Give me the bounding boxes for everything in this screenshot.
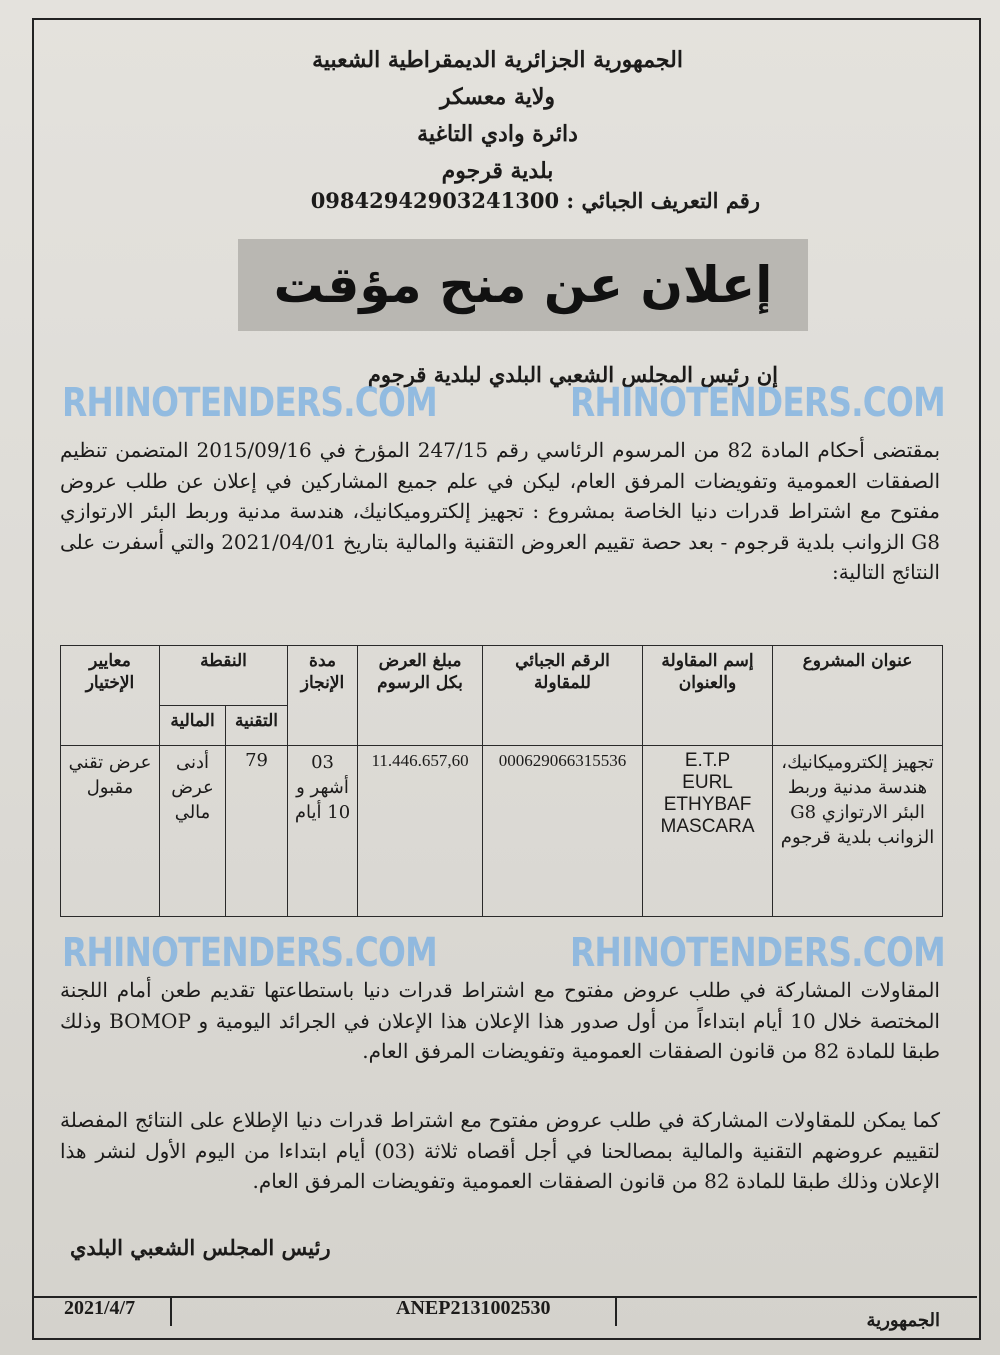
company-line: EURL bbox=[682, 772, 733, 793]
tax-number-value: 000629066315536 bbox=[498, 751, 627, 770]
tax-id: رقم التعريف الجبائي : 09842942903241300 bbox=[310, 188, 760, 213]
cell-technical-score: 79 bbox=[226, 746, 288, 917]
header-company: إسم المقاولة والعنوان bbox=[643, 646, 773, 746]
header-project: عنوان المشروع bbox=[773, 646, 943, 746]
header-technical: التقنية bbox=[226, 706, 288, 746]
footer-divider bbox=[170, 1296, 172, 1326]
footer-date: 2021/4/7 bbox=[64, 1297, 136, 1319]
footer-reference: ANEP2131002530 bbox=[396, 1297, 551, 1319]
header-daira: دائرة وادي التاغية bbox=[417, 121, 578, 147]
cell-duration: 03 أشهر و 10 أيام bbox=[288, 746, 358, 917]
company-line: E.T.P bbox=[684, 750, 731, 771]
header-tax-number: الرقم الجبائي للمقاولة bbox=[483, 646, 643, 746]
consultation-paragraph: كما يمكن للمقاولات المشاركة في طلب عروض مفتوح مع اشتراط قدرات دنيا الإطلاع على النتائج المفصلة لتقييم عروضهم التقنية والمالية بمصالحنا في أجل أقصاه ثلاثة (03) أيام ابتداءا من اليوم الأول لنشر هذا الإعلان وذلك طبقا للمادة 82 من قانون الصفقات العمومية وتفويضات المرفق العام. bbox=[60, 1108, 940, 1193]
watermark: RHINOTENDERS.COM bbox=[570, 930, 945, 976]
header-wilaya: ولاية معسكر bbox=[439, 84, 556, 110]
header-duration: مدة الإنجاز bbox=[288, 646, 358, 746]
title-banner bbox=[238, 239, 808, 331]
header-score: النقطة bbox=[160, 646, 288, 706]
watermark: RHINOTENDERS.COM bbox=[62, 380, 437, 426]
amount-value: 11.446.657,60 bbox=[371, 751, 469, 770]
footer-divider bbox=[615, 1296, 617, 1326]
header-commune: بلدية قرجوم bbox=[441, 158, 554, 184]
cell-criteria: عرض تقني مقبول bbox=[61, 746, 160, 917]
header-amount: مبلغ العرض بكل الرسوم bbox=[358, 646, 483, 746]
header-criteria: معايير الإختيار bbox=[61, 646, 160, 746]
company-line: MASCARA bbox=[660, 816, 755, 837]
intro-paragraph: بمقتضى أحكام المادة 82 من المرسوم الرئاسي رقم 247/15 المؤرخ في 2015/09/16 المتضمن تنظيم الصفقات العمومية وتفويضات المرفق العام، ليكن في علم جميع المشاركين في إعلان عن طلب عروض مفتوح مع اشتراط قدرات دنيا الخاصة بمشروع : تجهيز إلكتروميكانيك، هندسة مدنية وربط البئر الارتوازي G8 الزوانب بلدية قرجوم - بعد حصة تقييم العروض التقنية والمالية بتاريخ 2021/04/01 والتي أسفرت على النتائج التالية: bbox=[60, 438, 941, 584]
results-table bbox=[60, 645, 943, 917]
company-line: ETHYBAF bbox=[663, 794, 752, 815]
cell-financial-score: أدنى عرض مالي bbox=[160, 746, 226, 917]
header-financial: المالية bbox=[160, 706, 226, 746]
watermark: RHINOTENDERS.COM bbox=[62, 930, 437, 976]
cell-tax-number bbox=[483, 746, 643, 917]
header-country: الجمهورية الجزائرية الديمقراطية الشعبية bbox=[312, 47, 683, 73]
subtitle: إن رئيس المجلس الشعبي البلدي لبلدية قرجوم bbox=[367, 362, 778, 387]
footer-newspaper: الجمهورية bbox=[866, 1310, 940, 1331]
notice-title: إعلان عن منح مؤقت bbox=[273, 256, 773, 314]
cell-company bbox=[643, 746, 773, 917]
cell-project: تجهيز إلكتروميكانيك، هندسة مدنية وربط البئر الارتوازي G8 الزوانب بلدية قرجوم bbox=[773, 746, 943, 917]
cell-amount bbox=[358, 746, 483, 917]
signature: رئيس المجلس الشعبي البلدي bbox=[70, 1235, 331, 1260]
watermark: RHINOTENDERS.COM bbox=[570, 380, 945, 426]
appeal-paragraph: المقاولات المشاركة في طلب عروض مفتوح مع اشتراط قدرات دنيا باستطاعتها تقديم طعن أمام اللجنة المختصة خلال 10 أيام ابتداءاً من أول صدور هذا الإعلان هذا الإعلان في الجرائد اليومية و BOMOP وذلك طبقا للمادة 82 من قانون الصفقات العمومية وتفويضات المرفق العام. bbox=[60, 978, 940, 1063]
